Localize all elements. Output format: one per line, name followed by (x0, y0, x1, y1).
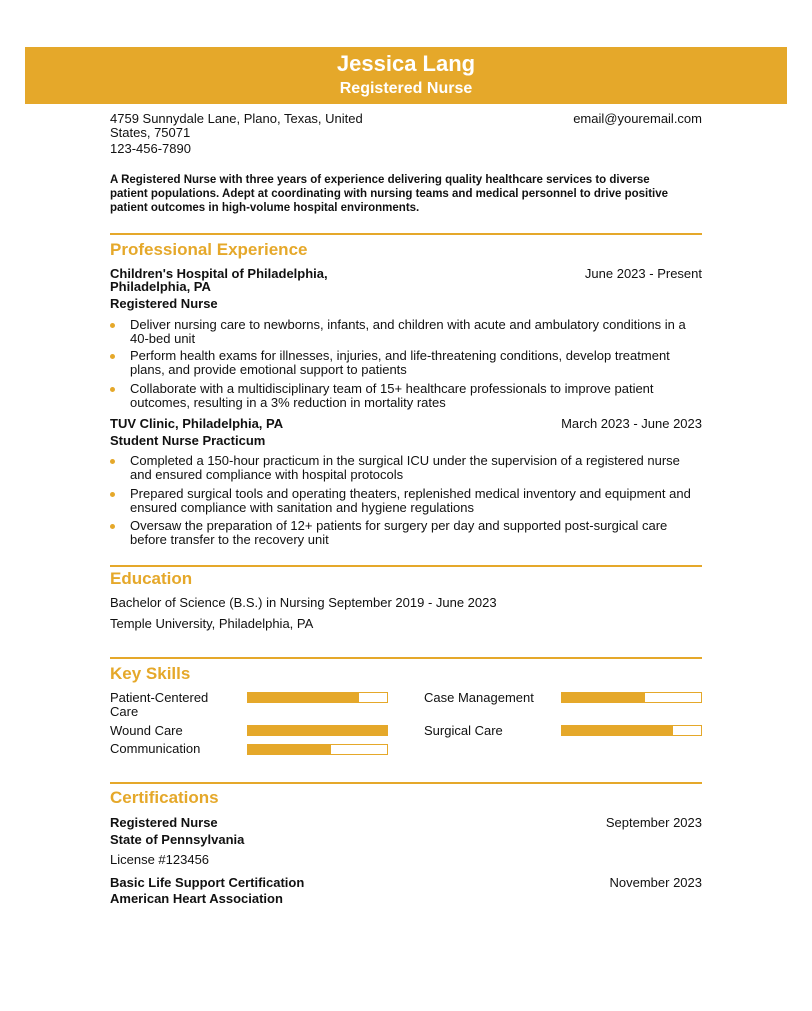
section-divider (110, 782, 702, 784)
bullet-line: plans, and provide emotional support to patients (130, 362, 407, 377)
bullet-icon (110, 387, 115, 392)
skill-bar (247, 744, 388, 755)
summary (110, 173, 710, 215)
bullet-icon (110, 354, 115, 359)
skill-label-line: Patient-Centered (110, 690, 209, 705)
cert-issuer: State of Pennsylvania (110, 832, 245, 847)
bullet-icon (110, 323, 115, 328)
education-heading: Education (110, 569, 193, 588)
bullet-line: Collaborate with a multidisciplinary team of 15+ healthcare professionals to improve patient (130, 381, 654, 396)
experience-heading: Professional Experience (110, 240, 308, 259)
skill-bar (247, 692, 388, 703)
cert-date: November 2023 (609, 875, 702, 890)
education-degree: Bachelor of Science (B.S.) in Nursing September 2019 - June 2023 (110, 595, 497, 610)
list-item (110, 349, 700, 377)
skill-bar (247, 725, 388, 736)
bullet-icon (110, 459, 115, 464)
skills-heading: Key Skills (110, 664, 191, 683)
header-band (25, 47, 787, 104)
section-divider (110, 565, 702, 567)
summary-line: patient populations. Adept at coordinating with nursing teams and medical personnel to drive positive (110, 188, 669, 200)
bullet-line: ensured compliance with sanitation and hygiene regulations (130, 500, 474, 515)
skill-bar-fill (248, 745, 331, 754)
certifications-heading: Certifications (110, 788, 219, 807)
skill-bar-fill (562, 726, 673, 735)
list-item (110, 487, 700, 515)
bullet-line: outcomes, resulting in a 3% reduction in mortality rates (130, 395, 446, 410)
skill-label-line: Care (110, 704, 139, 719)
job-employer-location: Philadelphia, PA (110, 279, 211, 294)
skill-label: Surgical Care (424, 723, 503, 738)
cert-date: September 2023 (605, 815, 702, 830)
job-dates: March 2023 - June 2023 (561, 416, 702, 431)
job-dates: June 2023 - Present (584, 266, 702, 281)
summary-line: A Registered Nurse with three years of experience delivering quality healthcare services to diverse (110, 174, 650, 186)
list-item (110, 318, 700, 346)
cert-name: Registered Nurse (110, 815, 218, 830)
cert-detail: License #123456 (110, 852, 210, 867)
education-school: Temple University, Philadelphia, PA (110, 616, 314, 631)
list-item (110, 519, 700, 547)
skill-bar-fill (248, 693, 359, 702)
bullet-line: before transfer to the recovery unit (130, 532, 329, 547)
list-item (110, 454, 700, 482)
bullet-line: Oversaw the preparation of 12+ patients for surgery per day and supported post-surgical care (130, 518, 668, 533)
candidate-title: Registered Nurse (339, 80, 473, 97)
job-role: Student Nurse Practicum (110, 433, 266, 448)
summary-line: patient outcomes in high-volume hospital environments. (110, 202, 420, 214)
section-divider (110, 233, 702, 235)
skill-label: Wound Care (110, 723, 183, 738)
bullet-icon (110, 492, 115, 497)
list-item (110, 382, 700, 410)
job-employer: Children's Hospital of Philadelphia, (110, 266, 328, 281)
skill-label (110, 691, 208, 719)
skill-bar (561, 725, 702, 736)
cert-name: Basic Life Support Certification (110, 875, 305, 890)
bullet-line: and ensured compliance with hospital protocols (130, 467, 404, 482)
bullet-line: Deliver nursing care to newborns, infants, and children with acute and ambulatory conditions in a (130, 317, 686, 332)
bullet-line: 40-bed unit (130, 331, 196, 346)
skill-label: Case Management (424, 690, 534, 705)
candidate-name: Jessica Lang (336, 51, 476, 76)
skill-label: Communication (110, 741, 201, 756)
job-employer: TUV Clinic, Philadelphia, PA (110, 416, 284, 431)
bullet-icon (110, 524, 115, 529)
address-line-1: 4759 Sunnydale Lane, Plano, Texas, United (110, 111, 363, 126)
email: email@youremail.com (573, 111, 702, 126)
job-role: Registered Nurse (110, 296, 218, 311)
phone: 123-456-7890 (110, 141, 191, 156)
bullet-line: Prepared surgical tools and operating theaters, replenished medical inventory and equipment and (130, 486, 691, 501)
skill-bar-fill (248, 726, 387, 735)
address-line-2: States, 75071 (110, 125, 191, 140)
skill-bar-fill (562, 693, 645, 702)
skill-bar (561, 692, 702, 703)
section-divider (110, 657, 702, 659)
bullet-line: Perform health exams for illnesses, injuries, and life-threatening conditions, develop treatment (130, 348, 670, 363)
cert-issuer: American Heart Association (110, 891, 283, 906)
bullet-line: Completed a 150-hour practicum in the surgical ICU under the supervision of a registered nurse (130, 453, 680, 468)
